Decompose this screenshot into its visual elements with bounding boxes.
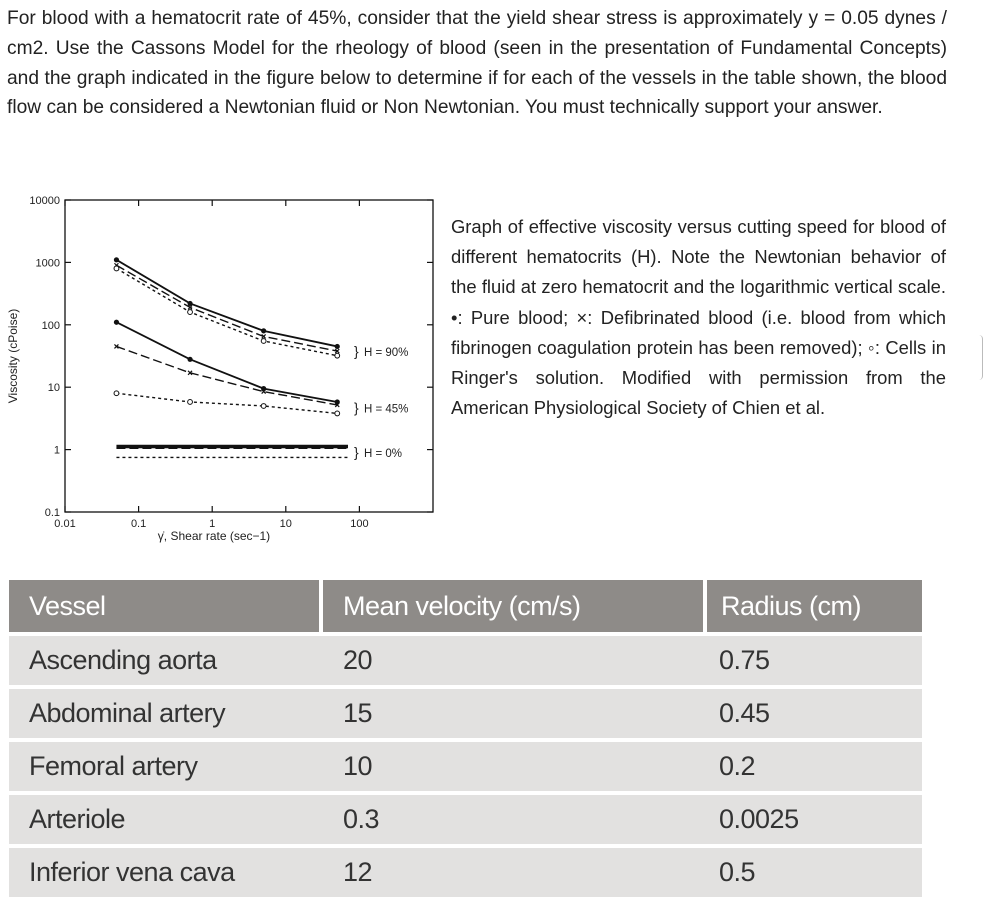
data-point xyxy=(261,404,266,409)
data-point xyxy=(335,344,340,349)
figure-caption: Graph of effective viscosity versus cutting speed for blood of different hematocrits (H). Note the Newtonian behavior of the fluid at zero hematocrit and the logarithmic vertical scale. •: Pure blood; ×: Defibrinated blood (i.e. blood from which fibrinogen coagulation protein has been removed); ◦: Cells in Ringer's solution. Modified with permission from the American Physiological Society of Chien et al. xyxy=(451,216,946,419)
group-brace: } xyxy=(353,399,359,416)
cell-radius: 0.75 xyxy=(707,632,922,685)
cell-velocity: 10 xyxy=(323,738,707,791)
x-tick-label: 0.1 xyxy=(130,518,147,530)
vessel-table xyxy=(9,580,922,897)
data-point xyxy=(114,266,119,271)
table-row xyxy=(9,685,922,738)
cell-radius: 0.5 xyxy=(707,844,922,897)
y-tick-label: 10 xyxy=(47,382,60,395)
table-row xyxy=(9,632,922,685)
cell-radius: 0.45 xyxy=(707,685,922,738)
cell-vessel: Ascending aorta xyxy=(9,632,323,685)
cell-velocity: 12 xyxy=(323,844,707,897)
data-point xyxy=(261,328,266,333)
table-row xyxy=(9,791,922,844)
data-point xyxy=(335,353,340,358)
cell-velocity: 20 xyxy=(323,632,707,685)
cell-velocity: 15 xyxy=(323,685,707,738)
group-brace: } xyxy=(353,443,359,460)
data-point xyxy=(114,257,119,262)
table-row xyxy=(9,738,922,791)
series-line xyxy=(116,268,337,355)
data-point xyxy=(188,310,193,315)
group-label: H = 90% xyxy=(363,347,409,360)
cell-radius: 0.2 xyxy=(707,738,922,791)
series-line xyxy=(116,260,337,347)
data-point xyxy=(335,411,340,416)
table-header-row xyxy=(9,580,922,632)
y-tick-label: 100 xyxy=(41,319,60,332)
data-point xyxy=(188,400,193,405)
question-text: For blood with a hematocrit rate of 45%, consider that the yield shear stress is approximately y = 0.05 dynes / cm2. Use the Cassons Model for the rheology of blood (seen in the presentation of Fundamental Concepts) and the graph indicated in the figure below to determine if for each of the vessels in the table shown, the blood flow can be considered a Newtonian fluid or Non Newtonian. You must technically support your answer. xyxy=(7,8,947,119)
header-vessel: Vessel xyxy=(9,580,323,632)
data-point xyxy=(261,339,266,344)
data-point xyxy=(187,357,192,362)
cell-vessel: Arteriole xyxy=(9,791,323,844)
x-axis-label: γ̇, Shear rate (sec−1) xyxy=(157,529,271,543)
group-label: H = 45% xyxy=(363,403,409,416)
data-point xyxy=(114,320,119,325)
x-tick-label: 10 xyxy=(279,518,292,530)
header-mean-velocity: Mean velocity (cm/s) xyxy=(323,580,707,632)
group-label: H = 0% xyxy=(363,447,403,460)
header-radius: Radius (cm) xyxy=(707,580,922,632)
cell-vessel: Femoral artery xyxy=(9,738,323,791)
y-tick-label: 0.1 xyxy=(44,507,60,519)
viscosity-chart xyxy=(0,185,440,555)
group-brace: } xyxy=(353,343,359,360)
y-axis-label: Viscosity (cPoise) xyxy=(6,308,20,404)
cell-vessel: Abdominal artery xyxy=(9,685,323,738)
series-line xyxy=(116,322,337,402)
data-point xyxy=(114,391,119,396)
y-tick-label: 10000 xyxy=(29,195,60,207)
x-tick-label: 0.01 xyxy=(54,518,76,530)
cell-radius: 0.0025 xyxy=(707,791,922,844)
x-tick-label: 100 xyxy=(350,518,369,530)
cell-vessel: Inferior vena cava xyxy=(9,844,323,897)
x-tick-label: 1 xyxy=(209,518,216,530)
y-tick-label: 1000 xyxy=(35,257,60,270)
page-edge-tab xyxy=(979,335,983,380)
y-tick-label: 1 xyxy=(53,444,60,457)
table-row xyxy=(9,844,922,897)
cell-velocity: 0.3 xyxy=(323,791,707,844)
